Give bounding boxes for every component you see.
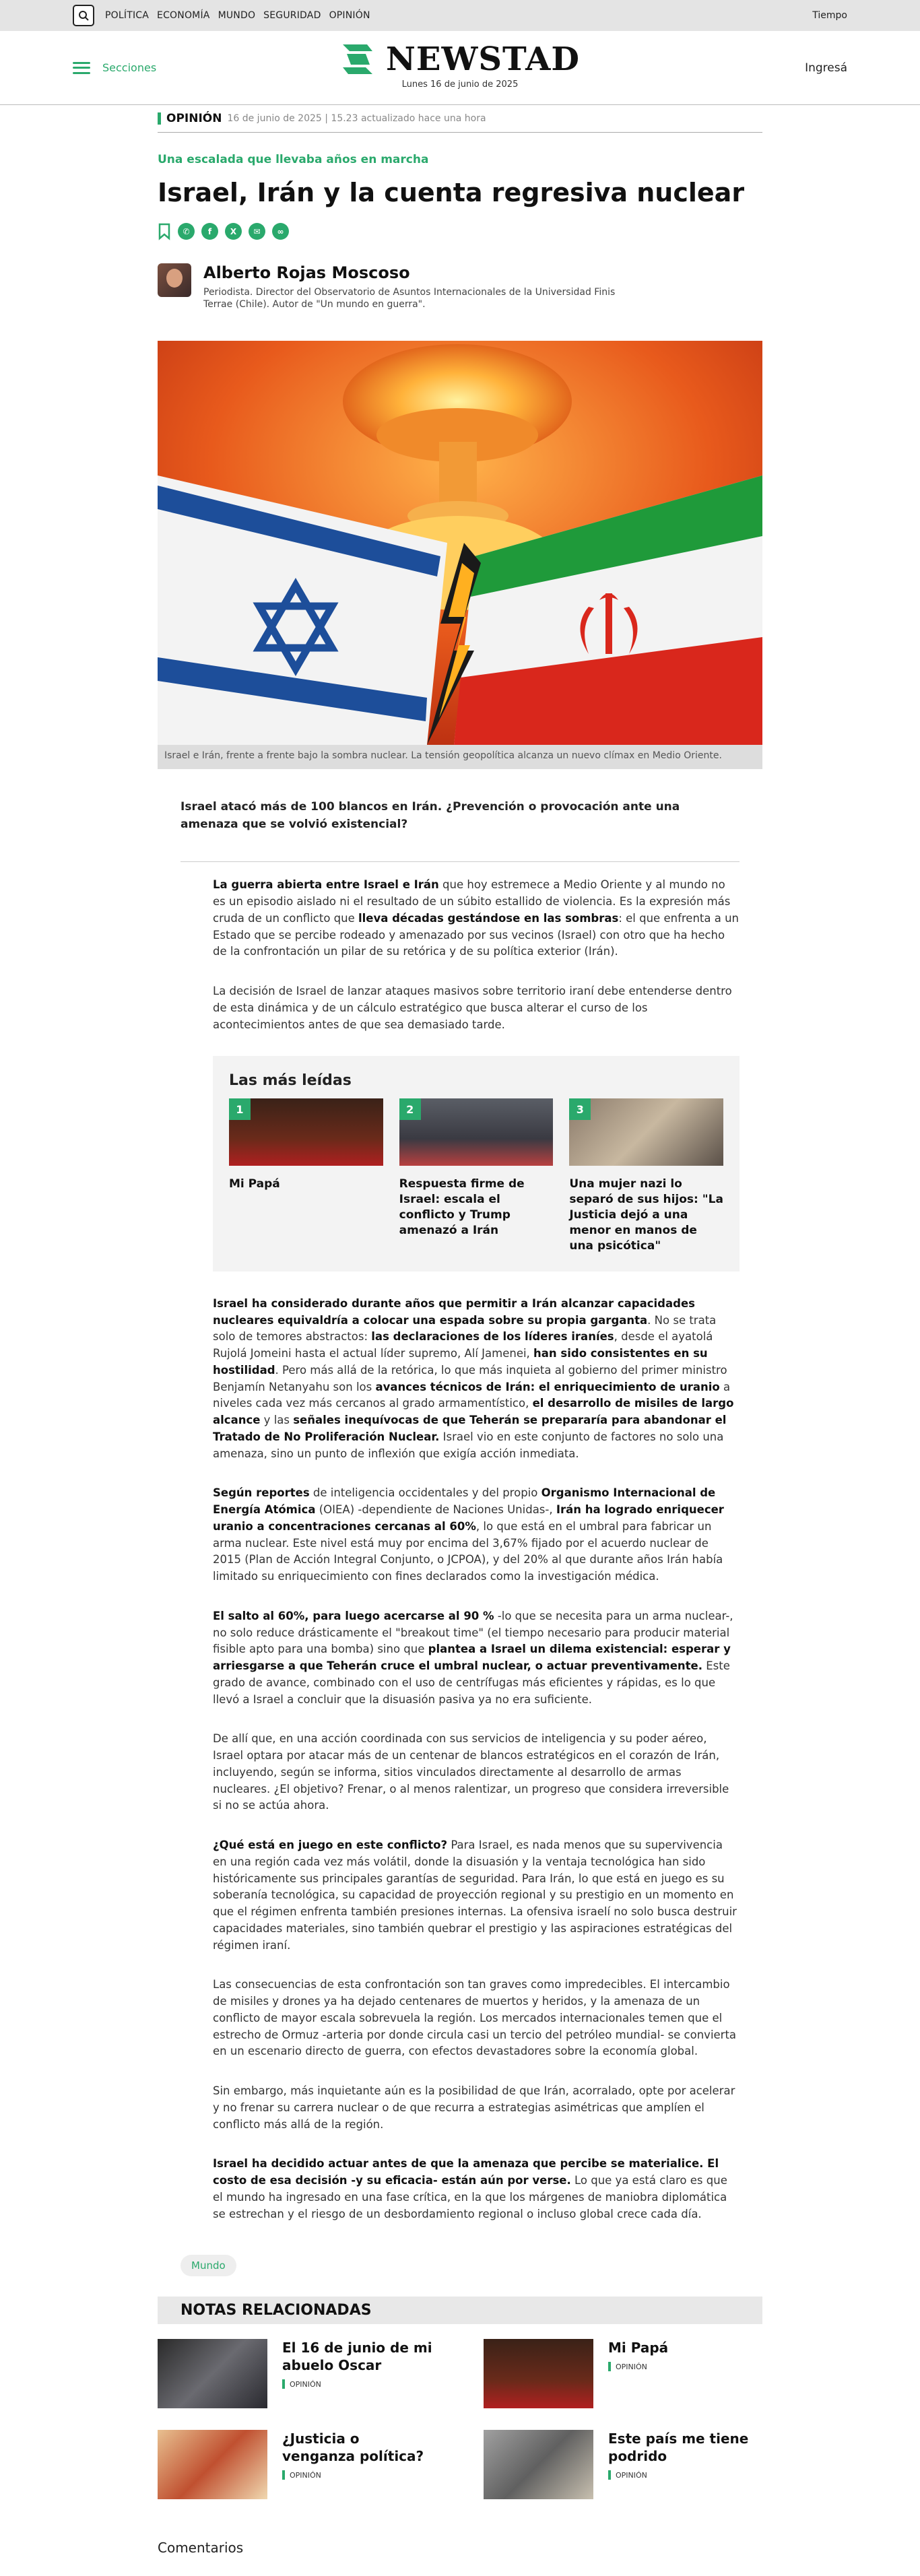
article-pretitle: Una escalada que llevaba años en marcha	[158, 153, 429, 166]
paragraph-10: Israel ha decidido actuar antes de que la amenaza que percibe se materialice. El costo de esa decisión -y su eficacia- están aún por verse. Lo que ya está claro es que el mundo ha ingresado en una fase crítica, en la que los márgenes de maniobra diplomática se estrechan y el riesgo de un desbordamiento regional o incluso global crece cada día.	[213, 2157, 727, 2220]
hero-caption: Israel e Irán, frente a frente bajo la sombra nuclear. La tensión geopolítica alcanza un nuevo clímax en Medio Oriente.	[158, 745, 762, 769]
top-nav-mundo[interactable]: MUNDO	[218, 10, 256, 21]
article-lead: Israel atacó más de 100 blancos en Irán. ¿Prevención o provocación ante una amenaza que se volvió existencial?	[180, 799, 740, 862]
most-read-image[interactable]	[569, 1098, 723, 1166]
most-read-item-title[interactable]: Una mujer nazi lo separó de sus hijos: "La Justicia dejó a una menor en manos de una psicótica"	[569, 1177, 723, 1253]
site-logo[interactable]	[340, 40, 580, 90]
search-icon	[78, 10, 89, 21]
most-read-image[interactable]	[229, 1098, 383, 1166]
sections-label: Secciones	[102, 61, 157, 74]
sections-menu-button[interactable]	[73, 61, 156, 74]
hamburger-icon	[73, 62, 90, 74]
top-nav-seguridad[interactable]: SEGURIDAD	[263, 10, 321, 21]
article-main	[158, 105, 762, 2556]
hero-image	[158, 341, 762, 745]
weather-link[interactable]: Tiempo	[812, 10, 847, 21]
related-image[interactable]	[484, 2339, 593, 2408]
related-item[interactable]	[158, 2339, 436, 2408]
paragraph-2: La decisión de Israel de lanzar ataques masivos sobre territorio iraní debe entenderse dentro de esta dinámica y de un cálculo estratégico que busca alterar el curso de los acontecimientos antes de que sea demasiado tarde.	[213, 985, 732, 1031]
paragraph-9: Sin embargo, más inquietante aún es la posibilidad de que Irán, acorralado, opte por acelerar y no frenar su carrera nuclear o de que recurra a estrategias asimétricas que amplíen el conflicto más allá de la región.	[213, 2084, 735, 2131]
related-image[interactable]	[158, 2339, 267, 2408]
article-title: Israel, Irán y la cuenta regresiva nuclear	[158, 178, 745, 207]
top-nav-economia[interactable]: ECONOMÍA	[157, 10, 210, 21]
paragraph-1: La guerra abierta entre Israel e Irán que hoy estremece a Medio Oriente y al mundo no es un episodio aislado ni el resultado de un súbito estallido de violencia. Es la expresión más cruda de un conflicto que lleva décadas gestándose en las sombras: el que enfrenta a un Estado que se percibe rodeado y amenazado por sus vecinos (Israel) con otro que ha hecho de la confrontación un pilar de su retórica y de su política exterior (Irán).	[213, 878, 739, 958]
kicker-bar	[158, 112, 161, 125]
related-item-category: OPINIÓN	[616, 2362, 647, 2371]
related-item-title[interactable]: Este país me tiene podrido	[608, 2431, 749, 2465]
author-box	[158, 263, 762, 312]
logo-mark-icon	[340, 42, 375, 77]
top-bar	[0, 0, 920, 31]
related-title: NOTAS RELACIONADAS	[158, 2297, 762, 2324]
article-body	[213, 862, 740, 2222]
share-bar	[158, 223, 762, 240]
related-item[interactable]	[158, 2430, 436, 2499]
most-read-item-title[interactable]: Mi Papá	[229, 1177, 280, 1191]
related-item-category: OPINIÓN	[616, 2470, 647, 2480]
related-image[interactable]	[484, 2430, 593, 2499]
most-read-box	[213, 1056, 740, 1272]
header-date: Lunes 16 de junio de 2025	[401, 79, 519, 90]
related-image[interactable]	[158, 2430, 267, 2499]
most-read-title: Las más leídas	[229, 1072, 352, 1090]
related-item[interactable]	[484, 2430, 762, 2499]
most-read-number: 1	[229, 1098, 251, 1120]
related-item-title[interactable]: El 16 de junio de mi abuelo Oscar	[282, 2340, 432, 2374]
author-name[interactable]: Alberto Rojas Moscoso	[203, 263, 410, 282]
x-twitter-icon[interactable]: X	[225, 223, 242, 240]
paragraph-7: ¿Qué está en juego en este conflicto? Para Israel, es nada menos que su supervivencia en una región cada vez más volátil, donde la disuasión y la ventaja tecnológica han sido históricamente sus principales garantías de seguridad. Para Irán, lo que está en juego es su soberanía tecnológica, su capacidad de proyección regional y su prestigio en un momento en que el régimen enfrenta también presiones internas. La ofensiva israelí no solo busca destruir capacidades materiales, sino también quebrar el prestigio y las aspiraciones estratégicas del régimen iraní.	[213, 1839, 737, 1952]
login-link[interactable]: Ingresá	[805, 61, 847, 75]
most-read-item[interactable]	[569, 1098, 723, 1254]
top-nav-opinion[interactable]: OPINIÓN	[329, 10, 370, 21]
israel-iran-illustration	[158, 341, 762, 745]
most-read-number: 3	[569, 1098, 591, 1120]
related-item-title[interactable]: Mi Papá	[608, 2340, 669, 2356]
top-nav	[105, 10, 370, 21]
related-item[interactable]	[484, 2339, 762, 2408]
tag-mundo[interactable]: Mundo	[180, 2255, 236, 2276]
most-read-image[interactable]	[399, 1098, 554, 1166]
paragraph-5: El salto al 60%, para luego acercarse al 90 % -lo que se necesita para un arma nuclear-, no solo reduce drásticamente el "breakout time" (el tiempo necesario para producir material fisible apto para una bomba) sino que plantea a Israel un dilema existencial: esperar y arriesgarse a que Teherán cruce el umbral nuclear, o actuar preventivamente. Este grado de avance, combinado con el uso de centrífugas más eficientes y rápidas, es lo que llevó a Israel a concluir que la disuasión pasiva ya no era suficiente.	[213, 1609, 733, 1706]
paragraph-3: Israel ha considerado durante años que permitir a Irán alcanzar capacidades nucleares equivaldría a colocar una espada sobre su propia garganta. No se trata solo de temores abstractos: las declaraciones de los líderes iraníes, desde el ayatolá Rujolá Jomeini hasta el actual líder supremo, Alí Jamenei, han sido consistentes en su hostilidad. Pero más allá de la retórica, lo que más inquieta al gobierno del primer ministro Benjamín Netanyahu son los avances técnicos de Irán: el enriquecimiento de uranio a niveles cada vez más cercanos al grado armamentístico, el desarrollo de misiles de largo alcance y las señales inequívocas de que Teherán se prepararía para abandonar el Tratado de No Proliferación Nuclear. Israel vio en este conjunto de factores no solo una amenaza, sino un punto de inflexión que exigía acción inmediata.	[213, 1296, 734, 1460]
related-item-title[interactable]: ¿Justicia o venganza política?	[282, 2431, 424, 2465]
author-avatar[interactable]	[158, 263, 191, 297]
site-header	[0, 31, 920, 105]
paragraph-8: Las consecuencias de esta confrontación son tan graves como impredecibles. El intercambio de misiles y drones ya ha dejado centenares de muertos y heridos, y la amenaza de un conflicto de mayor escala sobrevuela la región. Los mercados internacionales temen que el estrecho de Ormuz -arteria por donde circula casi un tercio del petróleo mundial- se convierta en un escenario directo de guerra, con efectos devastadores sobre la economía global.	[213, 1978, 737, 2058]
message-icon[interactable]: ✉	[249, 223, 265, 240]
article-meta: 16 de junio de 2025 | 15.23 actualizado hace una hora	[227, 113, 486, 124]
article-kicker	[158, 105, 762, 133]
search-button[interactable]	[73, 5, 94, 26]
related-notes	[158, 2297, 762, 2499]
paragraph-6: De allí que, en una acción coordinada con sus servicios de inteligencia y su poder aéreo, Israel optara por atacar más de un centenar de blancos estratégicos en el corazón de Irán, incluyendo, según se informa, sitios vinculados directamente al desarrollo de armas nucleares. ¿El objetivo? Frenar, o al menos ralentizar, un progreso que considera irreversible si no se actúa ahora.	[213, 1732, 729, 1812]
bookmark-icon[interactable]	[158, 223, 171, 240]
link-icon[interactable]: ∞	[272, 223, 289, 240]
author-bio: Periodista. Director del Observatorio de Asuntos Internacionales de la Universidad Finis Terrae (Chile). Autor de "Un mundo en guerra".	[203, 286, 616, 310]
facebook-icon[interactable]: f	[201, 223, 218, 240]
most-read-item[interactable]	[229, 1098, 383, 1254]
most-read-item-title[interactable]: Respuesta firme de Israel: escala el conflicto y Trump amenazó a Irán	[399, 1177, 525, 1238]
most-read-item[interactable]	[399, 1098, 554, 1254]
paragraph-4: Según reportes de inteligencia occidentales y del propio Organismo Internacional de Energía Atómica (OIEA) -dependiente de Naciones Unidas-, Irán ha logrado enriquecer uranio a concentraciones cercanas al 60%, lo que está en el umbral para fabricar un arma nuclear. Este nivel está muy por encima del 3,67% fijado por el acuerdo nuclear de 2015 (Plan de Acción Integral Conjunto, o JCPOA), y del 20% al que durante años Irán había limitado su enriquecimiento con fines declarados como la investigación médica.	[213, 1486, 724, 1583]
logo-text: NEWSTAD	[386, 40, 580, 78]
related-item-category: OPINIÓN	[290, 2470, 321, 2480]
article-section[interactable]: OPINIÓN	[166, 112, 222, 125]
top-nav-politica[interactable]: POLÍTICA	[105, 10, 150, 21]
most-read-number: 2	[399, 1098, 421, 1120]
related-item-category: OPINIÓN	[290, 2379, 321, 2389]
whatsapp-icon[interactable]: ✆	[178, 223, 195, 240]
comments-heading: Comentarios	[158, 2540, 244, 2556]
